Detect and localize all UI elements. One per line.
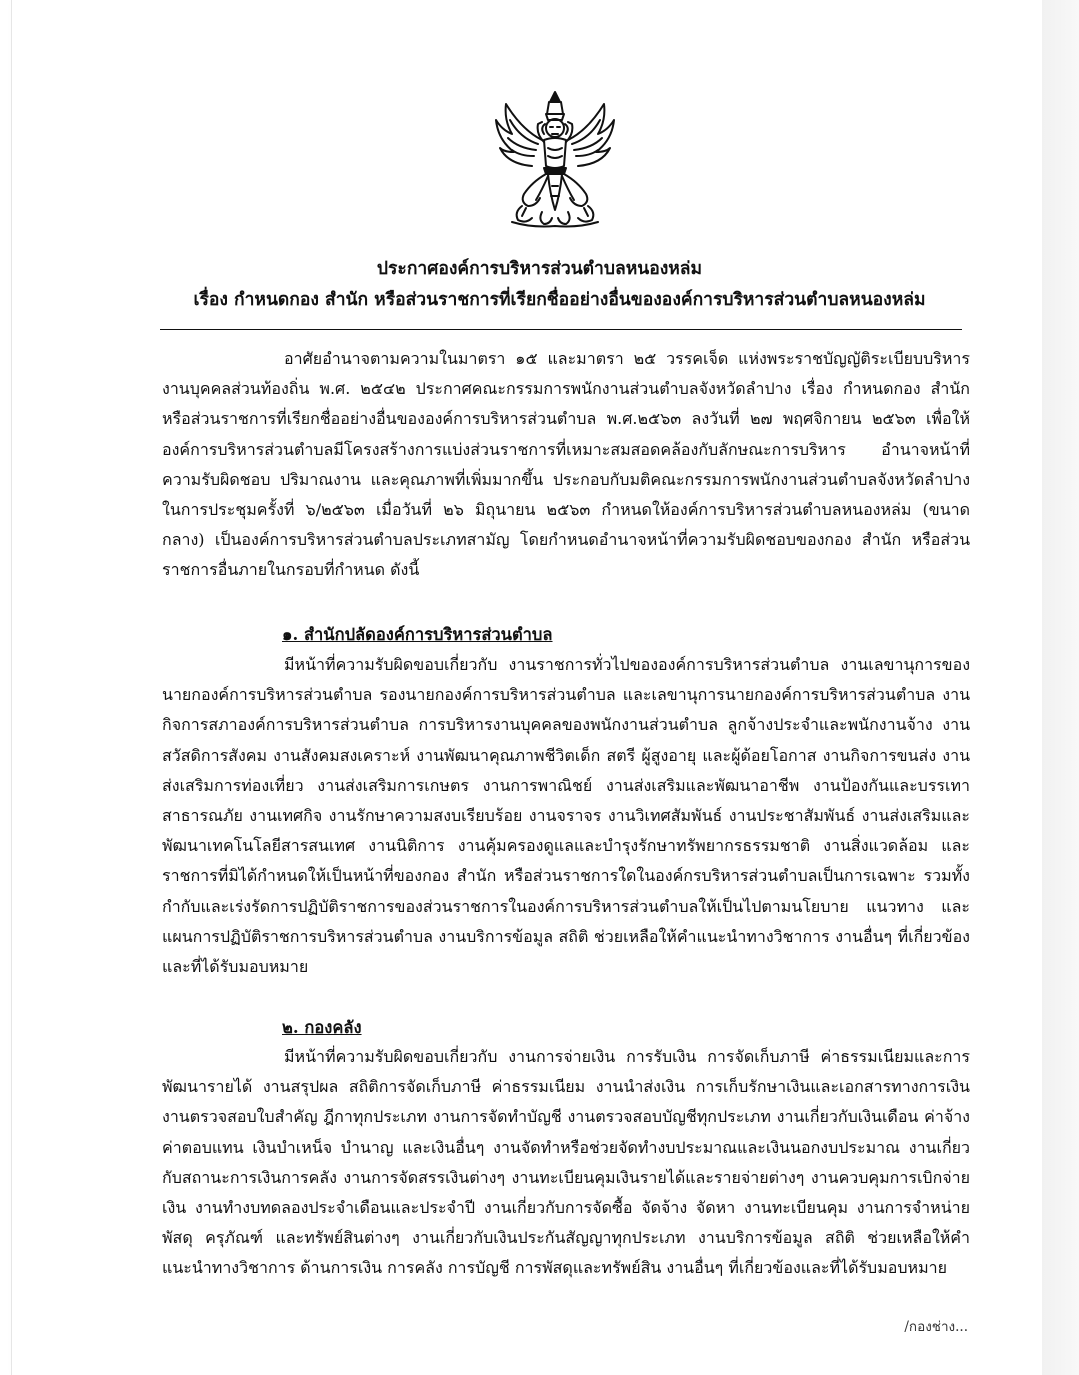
title-divider [160,329,962,330]
section-body-1: มีหน้าที่ความรับผิดขอบเกี่ยวกับ งานราชการทั่วไปขององค์การบริหารส่วนตำบล งานเลขานุการของนายกองค์การบริหารส่วนตำบล รองนายกองค์การบริหารส่วนตำบล และเลขานุการนายกองค์การบริหารส่วนตำบล งานกิจการสภาองค์การบริหารส่วนตำบล การบริหารงานบุคคลของพนักงานส่วนตำบล ลูกจ้างประจำและพนักงานจ้าง งานสวัสดิการสังคม งานสังคมสงเคราะห์ งานพัฒนาคุณภาพชีวิตเด็ก สตรี ผู้สูงอายุ และผู้ด้อยโอกาส งานกิจการขนส่ง งานส่งเสริมการท่องเที่ยว งานส่งเสริมการเกษตร งานการพาณิชย์ งานส่งเสริมและพัฒนาอาชีพ งานป้องกันและบรรเทาสาธารณภัย งานเทศกิจ งานรักษาความสงบเรียบร้อย งานจราจร งานวิเทศสัมพันธ์ งานประชาสัมพันธ์ งานส่งเสริมและพัฒนาเทคโนโลยีสารสนเทศ งานนิติการ งานคุ้มครองดูแลและบำรุงรักษาทรัพยากรธรรมชาติ งานสิ่งแวดล้อม และราชการที่มิได้กำหนดให้เป็นหน้าที่ของกอง สำนัก หรือส่วนราชการใดในองค์กรบริหารส่วนตำบลเป็นการเฉพาะ รวมทั้งกำกับและเร่งรัดการปฏิบัติราชการของส่วนราชการในองค์การบริหารส่วนตำบลให้เป็นไปตามนโยบาย แนวทาง และแผนการปฏิบัติราชการบริหารส่วนตำบล งานบริการข้อมูล สถิติ ช่วยเหลือให้คำแนะนำทางวิชาการ งานอื่นๆ ที่เกี่ยวข้องและที่ได้รับมอบหมาย [162,655,970,977]
garuda-emblem-icon [492,90,618,228]
continuation-note: /กองช่าง... [904,1319,968,1335]
section-body-2: มีหน้าที่ความรับผิดขอบเกี่ยวกับ งานการจ่ายเงิน การรับเงิน การจัดเก็บภาษี ค่าธรรมเนียมและการพัฒนารายได้ งานสรุปผล สถิติการจัดเก็บภาษี ค่าธรรมเนียม งานนำส่งเงิน การเก็บรักษาเงินและเอกสารทางการเงิน งานตรวจสอบใบสำคัญ ฎีกาทุกประเภท งานการจัดทำบัญชี งานตรวจสอบบัญชีทุกประเภท งานเกี่ยวกับเงินเดือน ค่าจ้าง ค่าตอบแทน เงินบำเหน็จ บำนาญ และเงินอื่นๆ งานจัดทำหรือช่วยจัดทำงบประมาณและเงินนอกงบประมาณ งานเกี่ยวกับสถานะการเงินการคลัง งานการจัดสรรเงินต่างๆ งานทะเบียนคุมเงินรายได้และรายจ่ายต่างๆ งานควบคุมการเบิกจ่ายเงิน งานทำงบทดลองประจำเดือนและประจำปี งานเกี่ยวกับการจัดซื้อ จัดจ้าง จัดหา งานทะเบียนคุม งานการจำหน่าย พัสดุ ครุภัณฑ์ และทรัพย์สินต่างๆ งานเกี่ยวกับเงินประกันสัญญาทุกประเภท งานบริการข้อมูล สถิติ ช่วยเหลือให้คำแนะนำทางวิชาการ ด้านการเงิน การคลัง การบัญชี การพัสดุและทรัพย์สิน งานอื่นๆ ที่เกี่ยวข้องและที่ได้รับมอบหมาย [162,1047,970,1278]
section-heading-2: ๒. กองคลัง [282,1018,362,1037]
document-subject: เรื่อง กำหนดกอง สำนัก หรือส่วนราชการที่เรียกชื่ออย่างอื่นขององค์การบริหารส่วนตำบลหนองหล่ม [193,290,926,310]
document-title: ประกาศองค์การบริหารส่วนตำบลหนองหล่ม [376,259,703,279]
viewer-margin [1042,0,1079,1375]
section-heading-1: ๑. สำนักปลัดองค์การบริหารส่วนตำบล [282,625,553,644]
intro-paragraph: อาศัยอำนาจตามความในมาตรา ๑๕ และมาตรา ๒๕ วรรคเจ็ด แห่งพระราชบัญญัติระเบียบบริหารงานบุคคลส่วนท้องถิ่น พ.ศ. ๒๕๔๒ ประกาศคณะกรรมการพนักงานส่วนตำบลจังหวัดลำปาง เรื่อง กำหนดกอง สำนัก หรือส่วนราชการที่เรียกชื่ออย่างอื่นขององค์การบริหารส่วนตำบล พ.ศ.๒๕๖๓ ลงวันที่ ๒๗ พฤศจิกายน ๒๕๖๓ เพื่อให้องค์การบริหารส่วนตำบลมีโครงสร้างการแบ่งส่วนราชการที่เหมาะสมสอดคล้องกับลักษณะการบริหาร อำนาจหน้าที่ ความรับผิดชอบ ปริมาณงาน และคุณภาพที่เพิ่มมากขึ้น ประกอบกับมติคณะกรรมการพนักงานส่วนตำบลจังหวัดลำปาง ในการประชุมครั้งที่ ๖/๒๕๖๓ เมื่อวันที่ ๒๖ มิถุนายน ๒๕๖๓ กำหนดให้องค์การบริหารส่วนตำบลหนองหล่ม (ขนาดกลาง) เป็นองค์การบริหารส่วนตำบลประเภทสามัญ โดยกำหนดอำนาจหน้าที่ความรับผิดชอบของกอง สำนัก หรือส่วนราชการอื่นภายในกรอบที่กำหนด ดังนี้ [162,349,970,580]
